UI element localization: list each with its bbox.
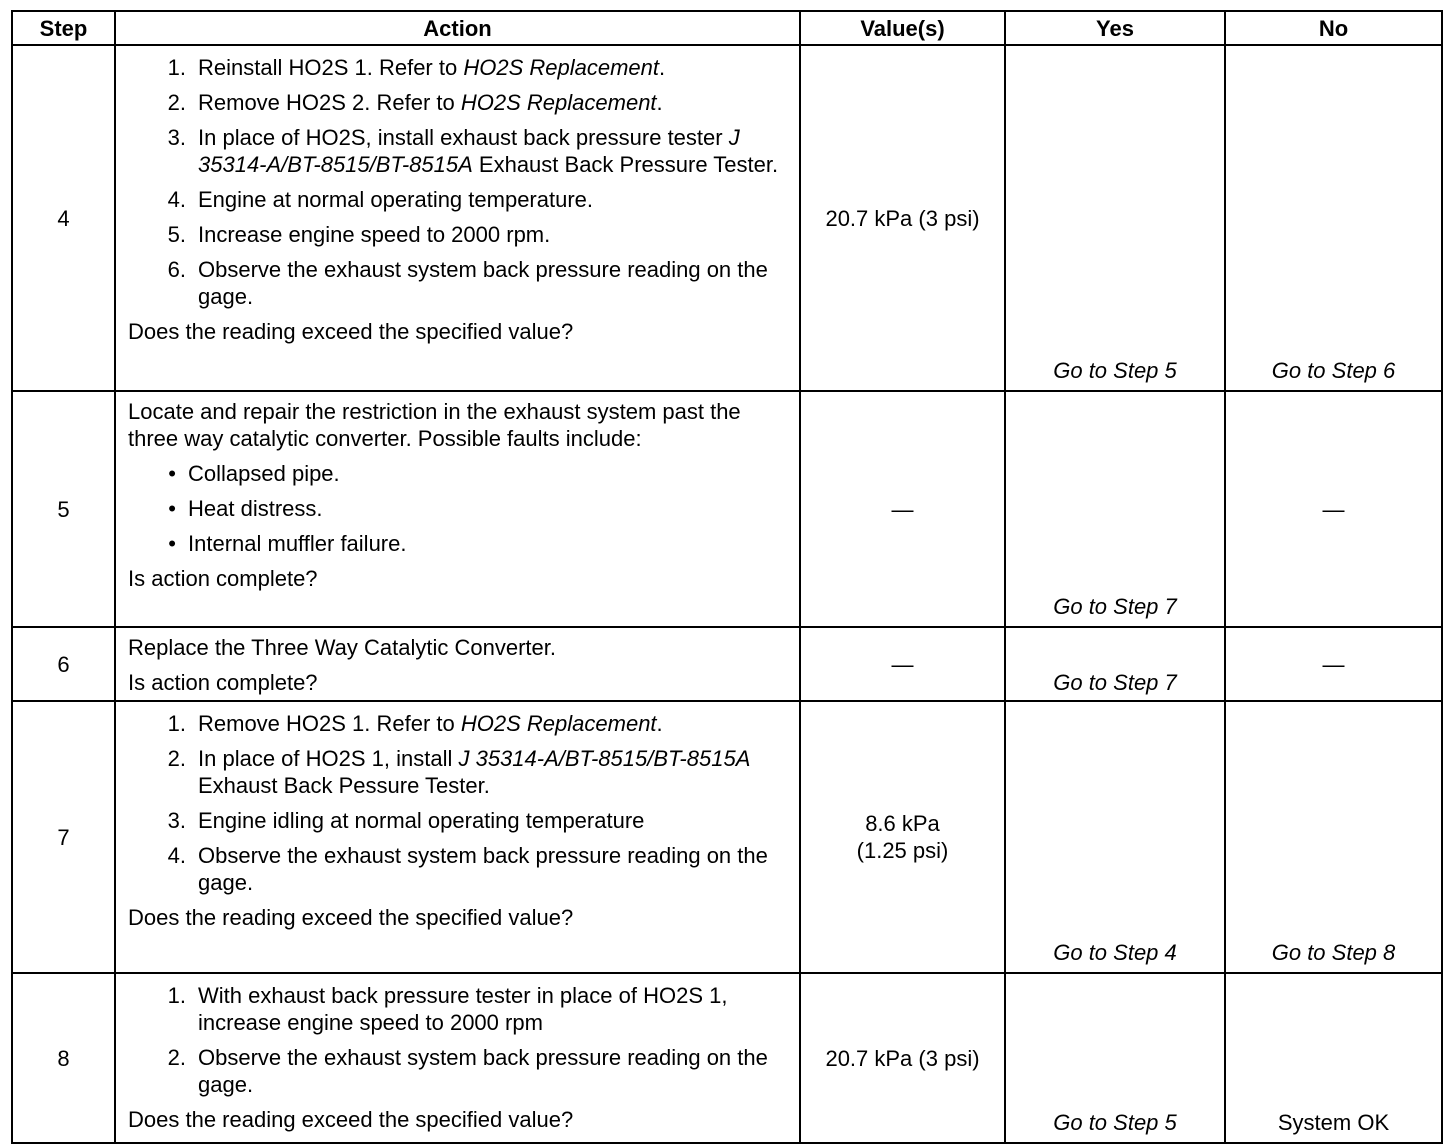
table-row [12,45,1442,391]
question-text: Does the reading exceed the specified value? [128,905,574,930]
question-text: Is action complete? [128,566,318,591]
list-item: 5. Increase engine speed to 2000 rpm. [167,222,551,247]
yes-link: Go to Step 7 [1005,391,1225,627]
header-no: No [1225,11,1442,45]
table-row [12,627,1442,701]
header-row [12,11,1442,45]
action-steps [128,982,789,1098]
value-cell: 20.7 kPa (3 psi) [800,973,1005,1143]
action-cell [115,701,800,973]
list-item: 4. Observe the exhaust system back pressure reading on the gage. [167,843,768,895]
no-link: Go to Step 8 [1225,701,1442,973]
list-item: 6. Observe the exhaust system back pressure reading on the gage. [167,257,768,309]
question-text: Does the reading exceed the specified value? [128,319,574,344]
step-number: 7 [12,701,115,973]
yes-link: Go to Step 7 [1005,627,1225,701]
list-item: 2. Remove HO2S 2. Refer to HO2S Replacement. [167,90,663,115]
value-cell: 20.7 kPa (3 psi) [800,45,1005,391]
intro-text: Locate and repair the restriction in the exhaust system past the three way catalytic converter. Possible faults include: [128,399,741,451]
no-result: System OK [1225,973,1442,1143]
table-row [12,701,1442,973]
step-number: 8 [12,973,115,1143]
question-text: Does the reading exceed the specified value? [128,1107,574,1132]
list-item: • Heat distress. [168,496,323,521]
header-values: Value(s) [800,11,1005,45]
list-item: • Collapsed pipe. [168,461,340,486]
action-cell [115,391,800,627]
list-item: 3. Engine idling at normal operating temperature [167,808,645,833]
yes-link: Go to Step 5 [1005,973,1225,1143]
table-row [12,391,1442,627]
list-item: 1. With exhaust back pressure tester in place of HO2S 1, increase engine speed to 2000 rpm [167,983,728,1035]
intro-text: Replace the Three Way Catalytic Converter. [128,635,556,660]
step-number: 4 [12,45,115,391]
step-number: 5 [12,391,115,627]
diagnostic-table [11,10,1443,1144]
list-item: • Internal muffler failure. [168,531,407,556]
no-cell: — [1225,627,1442,701]
list-item: 2. Observe the exhaust system back pressure reading on the gage. [167,1045,768,1097]
list-item: 4. Engine at normal operating temperature. [167,187,594,212]
value-cell [800,701,1005,973]
list-item: 1. Reinstall HO2S 1. Refer to HO2S Replacement. [167,55,666,80]
yes-link: Go to Step 5 [1005,45,1225,391]
value-line: 8.6 kPa [865,811,940,836]
action-steps [128,710,789,896]
action-cell [115,973,800,1143]
yes-link: Go to Step 4 [1005,701,1225,973]
question-text: Is action complete? [128,670,318,695]
value-cell: — [800,627,1005,701]
no-link: Go to Step 6 [1225,45,1442,391]
list-item: 2. In place of HO2S 1, install J 35314-A/BT-8515/BT-8515A Exhaust Back Pessure Tester. [167,746,751,798]
table-row [12,973,1442,1143]
value-line: (1.25 psi) [856,838,949,863]
header-yes: Yes [1005,11,1225,45]
step-number: 6 [12,627,115,701]
fault-list [128,460,789,557]
list-item: 1. Remove HO2S 1. Refer to HO2S Replacement. [167,711,663,736]
value-cell: — [800,391,1005,627]
list-item: 3. In place of HO2S, install exhaust back pressure tester J 35314-A/BT-8515/BT-8515A Exhaust Back Pressure Tester. [167,125,779,177]
no-cell: — [1225,391,1442,627]
header-step: Step [12,11,115,45]
action-cell [115,45,800,391]
action-steps [128,54,789,310]
header-action: Action [115,11,800,45]
action-cell [115,627,800,701]
